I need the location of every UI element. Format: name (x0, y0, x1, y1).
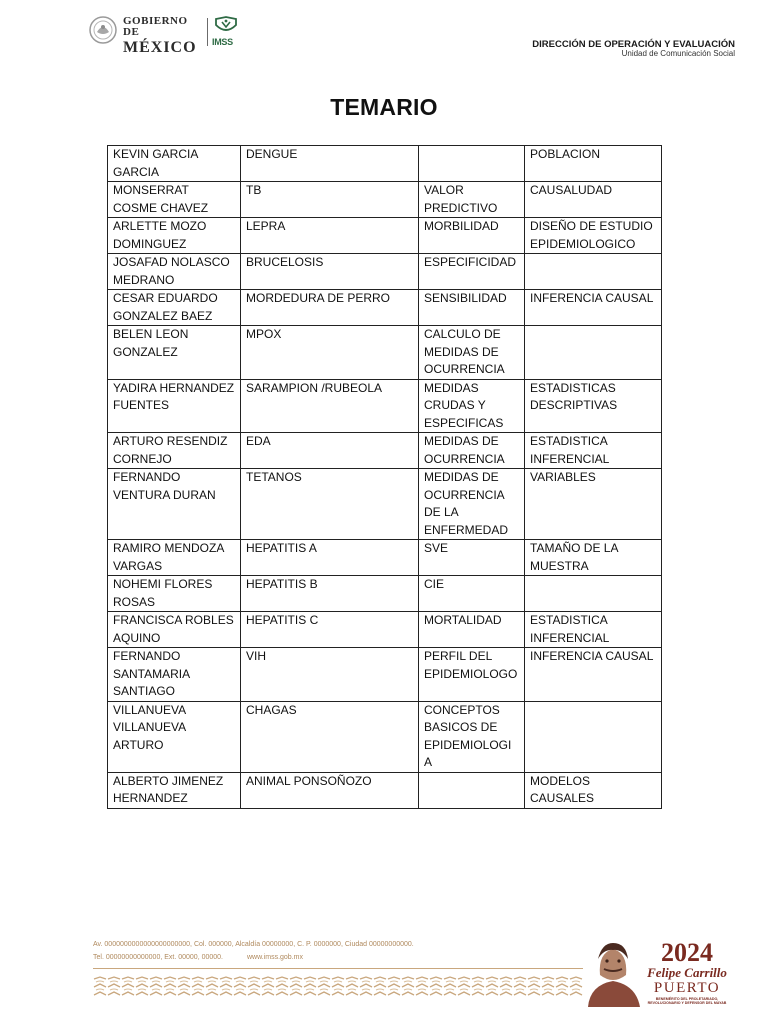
table-cell: ESTADISTICA INFERENCIAL (525, 612, 662, 648)
gobierno-line: GOBIERNO DE (123, 15, 188, 38)
table-cell: ARLETTE MOZO DOMINGUEZ (108, 218, 241, 254)
table-cell: PERFIL DEL EPIDEMIOLOGO (419, 648, 525, 702)
table-cell: CHAGAS (241, 701, 419, 772)
table-row (108, 612, 662, 648)
department-block (532, 40, 735, 58)
table-cell: JOSAFAD NOLASCO MEDRANO (108, 254, 241, 290)
temario-table-body (108, 146, 662, 809)
table-cell: NOHEMI FLORES ROSAS (108, 576, 241, 612)
table-cell: CONCEPTOS BASICOS DE EPIDEMIOLOGIA (419, 701, 525, 772)
anniversary-name-line2: PUERTO (653, 980, 721, 997)
table-row (108, 540, 662, 576)
table-cell: TETANOS (241, 469, 419, 540)
table-row (108, 648, 662, 702)
table-row (108, 433, 662, 469)
page-title: TEMARIO (330, 94, 438, 120)
table-cell: MEDIDAS DE OCURRENCIA DE LA ENFERMEDAD (419, 469, 525, 540)
table-cell: MEDIDAS CRUDAS Y ESPECIFICAS (419, 379, 525, 433)
table-cell: CESAR EDUARDO GONZALEZ BAEZ (108, 290, 241, 326)
table-cell: DENGUE (241, 146, 419, 182)
table-cell: POBLACION (525, 146, 662, 182)
table-cell: INFERENCIA CAUSAL (525, 648, 662, 702)
imss-logo (212, 15, 240, 47)
table-row (108, 218, 662, 254)
table-cell (419, 772, 525, 808)
table-cell: BRUCELOSIS (241, 254, 419, 290)
table-cell: TAMAÑO DE LA MUESTRA (525, 540, 662, 576)
table-cell: HEPATITIS C (241, 612, 419, 648)
department-title: DIRECCIÓN DE OPERACIÓN Y EVALUACIÓN (532, 39, 735, 50)
table-cell (419, 146, 525, 182)
table-cell: ESTADISTICA INFERENCIAL (525, 433, 662, 469)
table-cell: MORTALIDAD (419, 612, 525, 648)
table-row (108, 379, 662, 433)
table-cell: MORBILIDAD (419, 218, 525, 254)
table-cell: BELEN LEON GONZALEZ (108, 326, 241, 380)
table-cell: TB (241, 182, 419, 218)
table-cell: DISEÑO DE ESTUDIO EPIDEMIOLOGICO (525, 218, 662, 254)
table-cell: SVE (419, 540, 525, 576)
table-cell: INFERENCIA CAUSAL (525, 290, 662, 326)
table-cell: ARTURO RESENDIZ CORNEJO (108, 433, 241, 469)
imss-label: IMSS (212, 37, 233, 47)
table-row (108, 576, 662, 612)
temario-table (107, 145, 662, 809)
table-cell: VARIABLES (525, 469, 662, 540)
phone-line (93, 952, 414, 965)
gobierno-mexico-wordmark (123, 16, 197, 56)
table-cell: RAMIRO MENDOZA VARGAS (108, 540, 241, 576)
table-cell: ANIMAL PONSOÑOZO (241, 772, 419, 808)
website-link[interactable]: www.imss.gob.mx (246, 953, 303, 961)
table-cell (525, 326, 662, 380)
table-row (108, 701, 662, 772)
table-cell (525, 254, 662, 290)
table-cell: FERNANDO VENTURA DURAN (108, 469, 241, 540)
anniversary-tagline: BENEMÉRITO DEL PROLETARIADO, REVOLUCIONARIO Y DEFENSOR DEL MAYAB (647, 996, 727, 1006)
table-cell: ALBERTO JIMENEZ HERNANDEZ (108, 772, 241, 808)
table-cell: ESTADISTICAS DESCRIPTIVAS (525, 379, 662, 433)
table-cell: MODELOS CAUSALES (525, 772, 662, 808)
table-cell: CIE (419, 576, 525, 612)
table-cell: CAUSALUDAD (525, 182, 662, 218)
table-row (108, 290, 662, 326)
table-cell: FRANCISCA ROBLES AQUINO (108, 612, 241, 648)
table-cell: VIH (241, 648, 419, 702)
table-cell (525, 576, 662, 612)
table-cell: SARAMPION /RUBEOLA (241, 379, 419, 433)
imss-eagle-icon (212, 15, 240, 37)
table-cell: SENSIBILIDAD (419, 290, 525, 326)
table-cell: MEDIDAS DE OCURRENCIA (419, 433, 525, 469)
table-cell: MORDEDURA DE PERRO (241, 290, 419, 326)
header-divider (207, 18, 208, 46)
table-cell: VILLANUEVA VILLANUEVA ARTURO (108, 701, 241, 772)
anniversary-badge (642, 940, 732, 1005)
table-cell: HEPATITIS A (241, 540, 419, 576)
felipe-carrillo-portrait-icon (578, 935, 648, 1007)
table-cell: EDA (241, 433, 419, 469)
table-cell: CALCULO DE MEDIDAS DE OCURRENCIA (419, 326, 525, 380)
footer-address (93, 939, 414, 964)
table-cell: FERNANDO SANTAMARIA SANTIAGO (108, 648, 241, 702)
table-cell: YADIRA HERNANDEZ FUENTES (108, 379, 241, 433)
mexico-line: MÉXICO (123, 39, 197, 56)
anniversary-year: 2024 (661, 938, 713, 967)
address-line: Av. 0000000000000000000000, Col. 000000, Alcaldía 00000000, C. P. 0000000, Ciudad 00000000000. (93, 941, 414, 948)
table-cell: MONSERRAT COSME CHAVEZ (108, 182, 241, 218)
table-cell: MPOX (241, 326, 419, 380)
department-subtitle: Unidad de Comunicación Social (621, 48, 735, 58)
table-row (108, 146, 662, 182)
table-row (108, 772, 662, 808)
footer-pattern-decoration (93, 976, 583, 998)
anniversary-name-line1: Felipe Carrillo (647, 965, 727, 980)
table-cell: VALOR PREDICTIVO (419, 182, 525, 218)
table-cell: HEPATITIS B (241, 576, 419, 612)
mexico-seal-icon (88, 14, 118, 46)
table-row (108, 326, 662, 380)
table-cell: ESPECIFICIDAD (419, 254, 525, 290)
table-cell (525, 701, 662, 772)
table-row (108, 469, 662, 540)
table-row (108, 182, 662, 218)
table-row (108, 254, 662, 290)
table-cell: LEPRA (241, 218, 419, 254)
table-cell: KEVIN GARCIA GARCIA (108, 146, 241, 182)
phone-text: Tel. 00000000000000, Ext. 00000, 00000. (93, 953, 223, 961)
footer-divider (93, 968, 583, 969)
